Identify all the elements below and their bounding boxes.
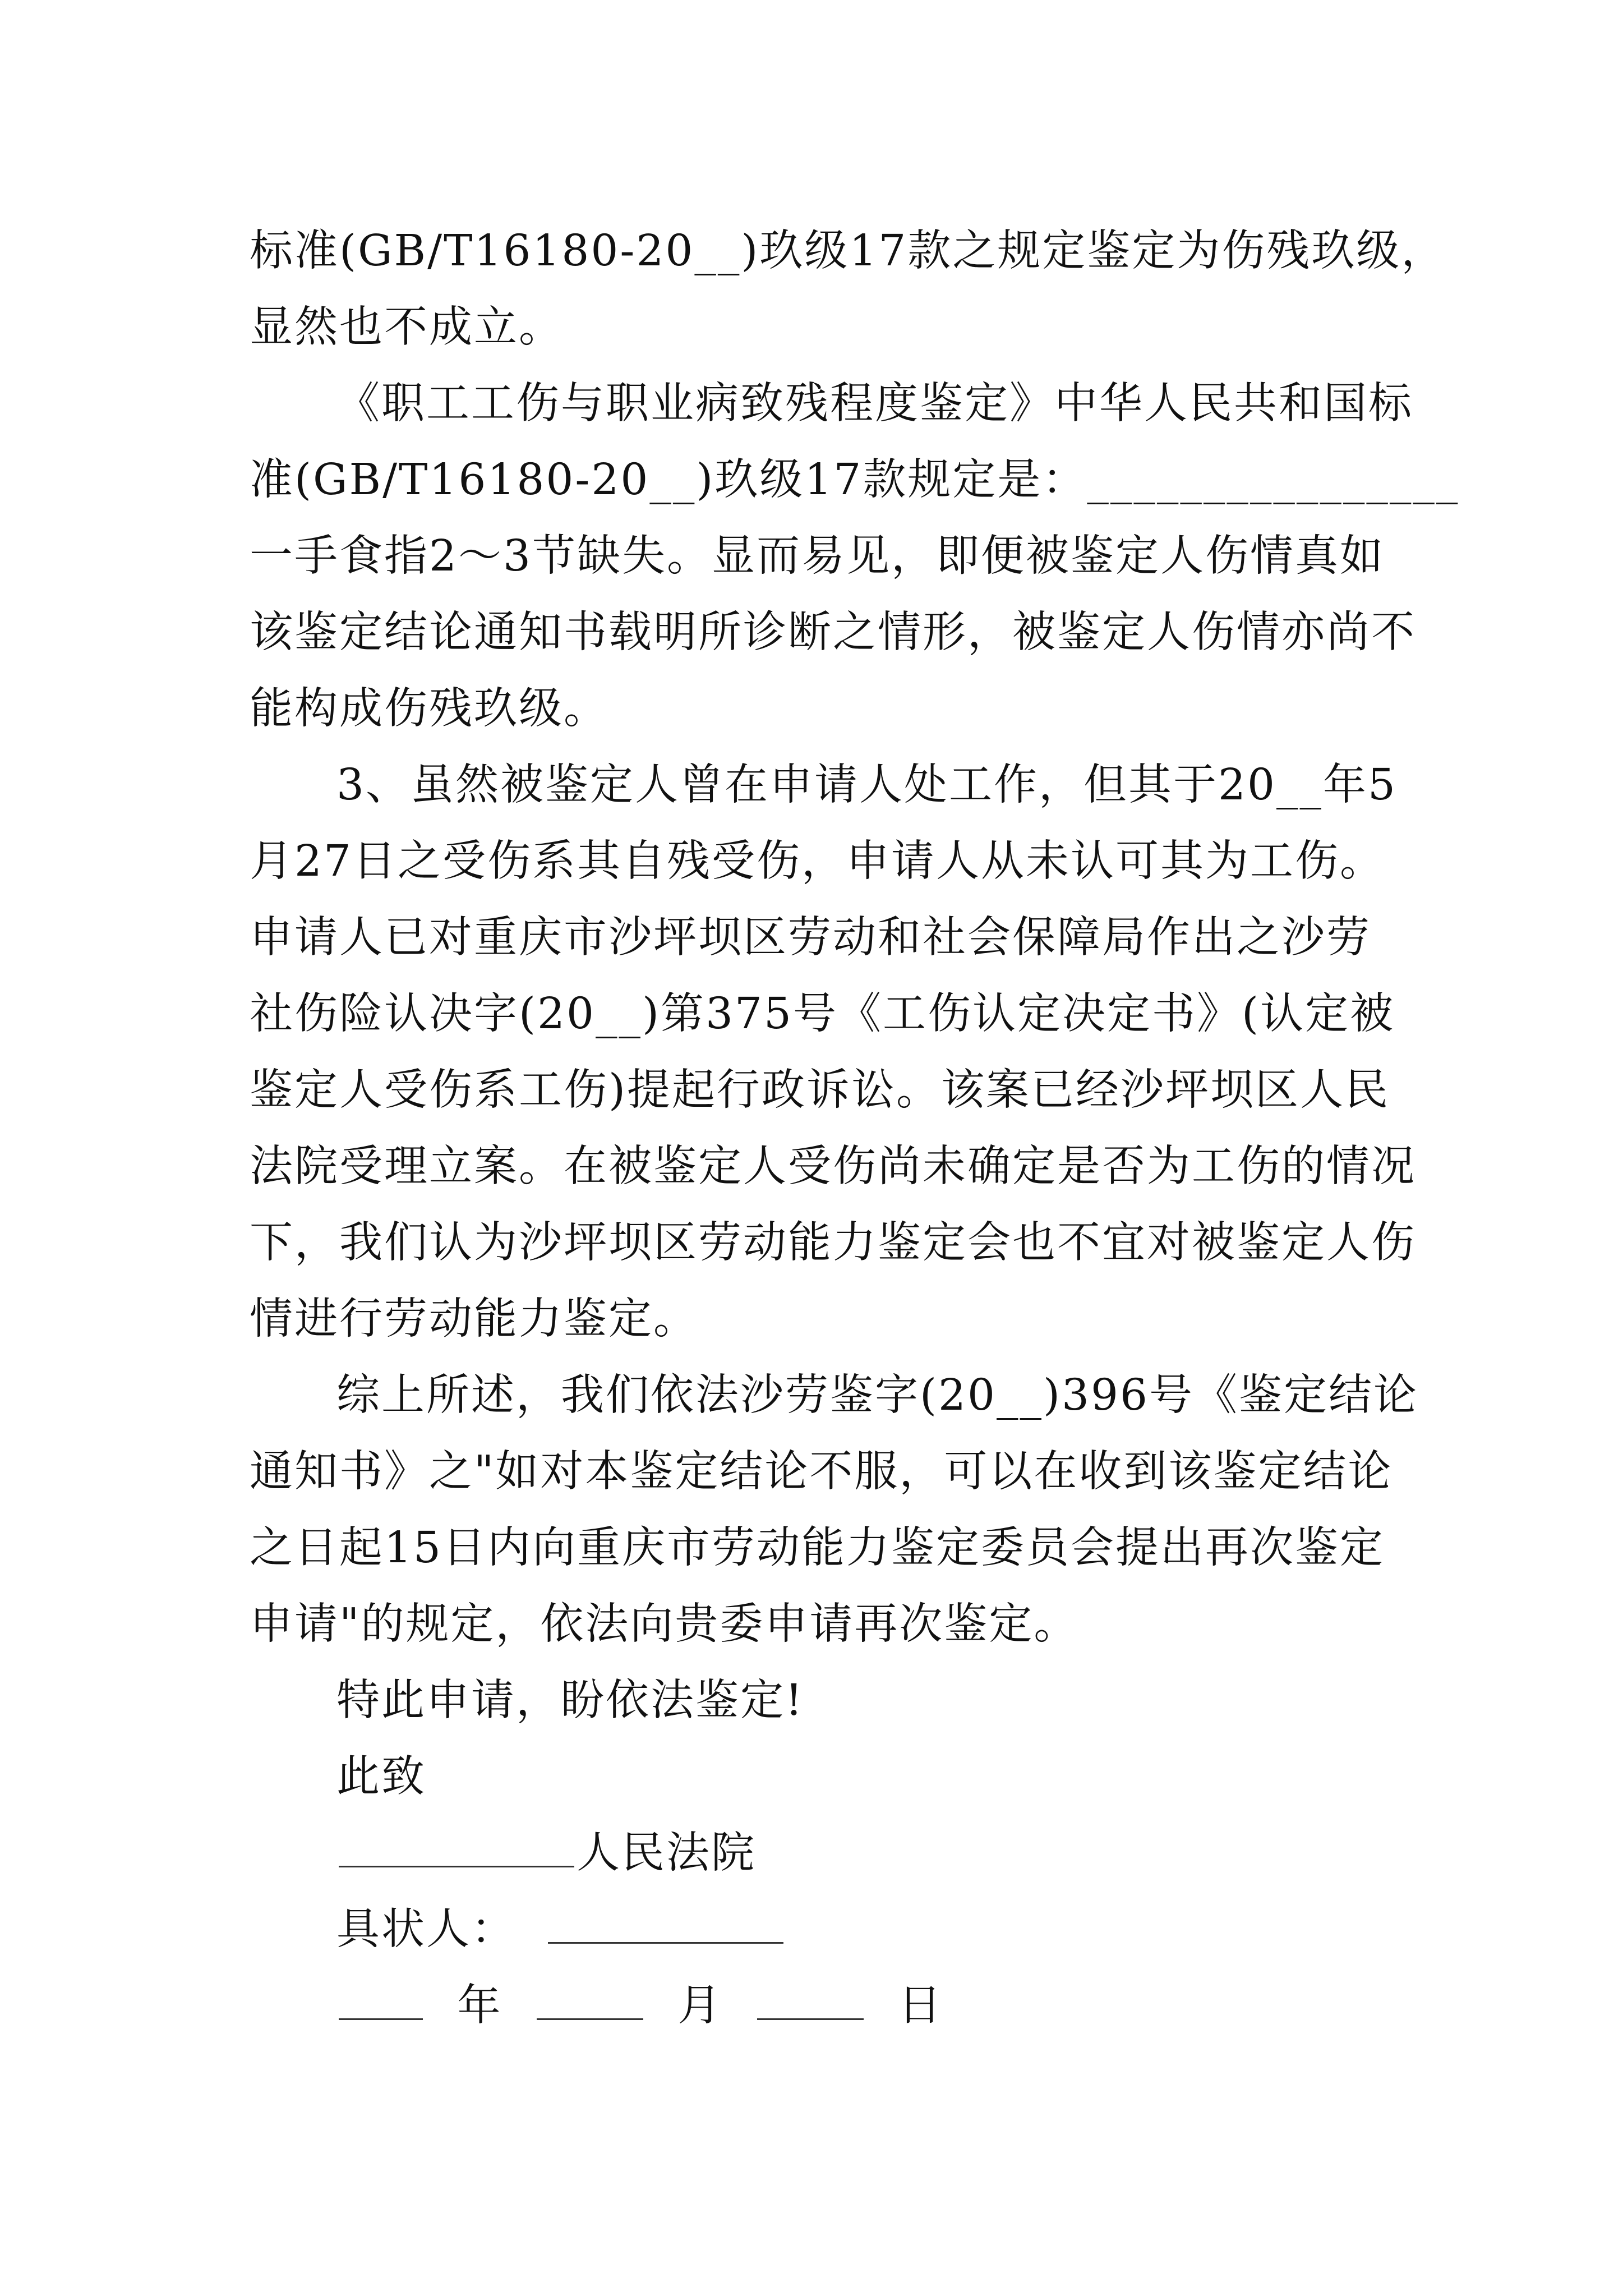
applicant-blank[interactable]	[548, 1908, 783, 1944]
year-blank[interactable]	[339, 1985, 423, 2020]
applicant-label: 具状人：	[336, 1904, 516, 1954]
paragraph-line: 《职工工伤与职业病致残程度鉴定》中华人民共和国标	[336, 379, 1413, 429]
paragraph-line: 准(GB/T16180-20__)玖级17款规定是：________________	[250, 455, 1460, 505]
paragraph-line: 显然也不成立。	[250, 302, 564, 352]
month-label: 月	[677, 1981, 723, 2031]
paragraph-line: 之日起15日内向重庆市劳动能力鉴定委员会提出再次鉴定	[250, 1523, 1385, 1573]
recipient-court	[250, 1815, 1374, 1892]
paragraph-line: 情进行劳动能力鉴定。	[250, 1294, 698, 1344]
paragraph-line: 该鉴定结论通知书载明所诊断之情形，被鉴定人伤情亦尚不	[250, 608, 1416, 657]
applicant-line	[250, 1892, 1374, 1968]
paragraph-line: 一手食指2～3节缺失。显而易见，即便被鉴定人伤情真如	[250, 531, 1385, 581]
paragraph-line: 下，我们认为沙坪坝区劳动能力鉴定会也不宜对被鉴定人伤	[250, 1218, 1416, 1268]
document-body	[250, 213, 1460, 2044]
paragraph-line: 社伤险认决字(20__)第375号《工伤认定决定书》(认定被	[250, 989, 1395, 1039]
paragraph-line: 特此申请，盼依法鉴定!	[336, 1676, 804, 1726]
paragraph-line: 法院受理立案。在被鉴定人受伤尚未确定是否为工伤的情况	[250, 1142, 1416, 1191]
date-line	[250, 1968, 1374, 2044]
paragraph-line: 标准(GB/T16180-20__)玖级17款之规定鉴定为伤残玖级，	[250, 226, 1446, 276]
day-blank[interactable]	[757, 1985, 864, 2020]
year-label: 年	[457, 1981, 502, 2031]
paragraph-line: 申请人已对重庆市沙坪坝区劳动和社会保障局作出之沙劳	[250, 913, 1371, 963]
paragraph-line: 鉴定人受伤系工伤)提起行政诉讼。该案已经沙坪坝区人民	[250, 1065, 1390, 1115]
paragraph-line: 能构成伤残玖级。	[250, 684, 608, 734]
paragraph-line: 综上所述，我们依法沙劳鉴字(20__)396号《鉴定结论	[336, 1370, 1419, 1420]
month-blank[interactable]	[537, 1985, 643, 2020]
salutation: 此致	[336, 1752, 426, 1802]
paragraph-line: 3、虽然被鉴定人曾在申请人处工作，但其于20__年5	[336, 760, 1397, 810]
court-name-blank[interactable]	[339, 1832, 574, 1867]
paragraph-line: 通知书》之"如对本鉴定结论不服，可以在收到该鉴定结论	[250, 1447, 1393, 1497]
court-suffix: 人民法院	[577, 1828, 756, 1878]
paragraph-line: 月27日之受伤系其自残受伤，申请人从未认可其为工伤。	[250, 836, 1385, 886]
day-label: 日	[898, 1981, 943, 2031]
paragraph-line: 申请"的规定，依法向贵委申请再次鉴定。	[250, 1599, 1079, 1649]
